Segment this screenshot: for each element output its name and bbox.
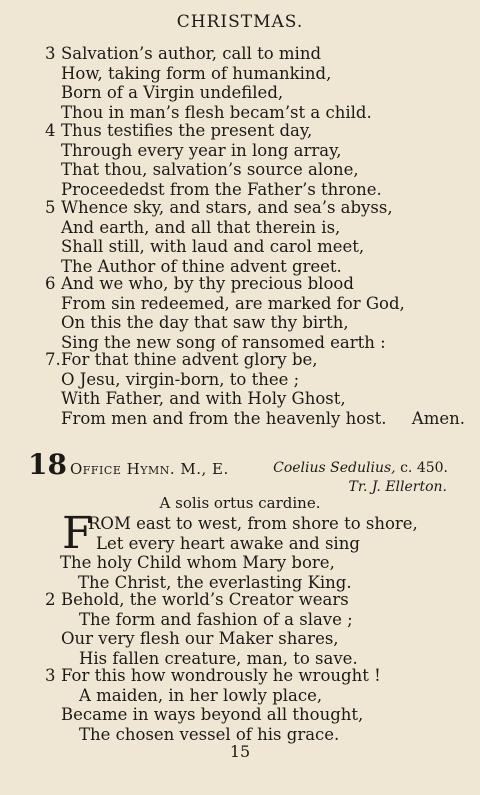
verse-text: Our very flesh our Maker shares,	[61, 629, 339, 649]
drop-cap: F	[62, 508, 93, 559]
verse-line	[45, 409, 465, 429]
verse-text: Became in ways beyond all thought,	[61, 705, 364, 725]
verse-number: 3	[45, 44, 56, 63]
verse-number: 5	[45, 198, 56, 217]
verse-text: From sin redeemed, are marked for God,	[61, 293, 405, 313]
verse-text: That thou, salvation’s source alone,	[61, 160, 359, 180]
verse-text: Proceededst from the Father’s throne.	[61, 179, 382, 199]
verse-text: And earth, and all that therein is,	[61, 217, 341, 237]
verse-line	[45, 180, 465, 200]
verse-text: How, taking form of humankind,	[61, 63, 332, 83]
hymn-number: 18	[28, 448, 67, 481]
verse-text: The form and fashion of a slave ;	[79, 609, 353, 629]
verse-line	[45, 705, 465, 725]
verse-line	[45, 64, 465, 84]
verse-line	[45, 590, 465, 610]
latin-title: A solis ortus cardine.	[159, 494, 321, 512]
verse-text: Shall still, with laud and carol meet,	[61, 237, 365, 257]
verse-text: Through every year in long array,	[61, 140, 342, 160]
verse-text: Born of a Virgin undefiled,	[61, 83, 284, 103]
hymn-title: Office Hymn. M., E.	[70, 460, 229, 478]
verse-4	[45, 121, 465, 199]
verse-line	[45, 666, 465, 686]
verse-line: The Christ, the everlasting King.	[78, 572, 352, 592]
verse-line	[45, 610, 465, 630]
verse-line	[45, 218, 465, 238]
verse-line: ROM east to west, from shore to shore,	[88, 514, 418, 533]
verse-number: 3	[45, 666, 56, 685]
verse-text: Sing the new song of ransomed earth :	[61, 332, 386, 352]
amen: Amen.	[411, 408, 465, 428]
hymn-18-verse-1	[60, 508, 460, 592]
verse-text: And we who, by thy precious blood	[61, 274, 354, 293]
verse-text: For that thine advent glory be,	[61, 350, 318, 369]
verse-line: The holy Child whom Mary bore,	[60, 553, 335, 573]
hymn-18-heading	[28, 448, 448, 481]
verse-number: 6	[45, 274, 56, 293]
verse-line	[45, 103, 465, 123]
verse-line	[45, 198, 465, 218]
verse-text: Salvation’s author, call to mind	[61, 44, 322, 63]
verse-line: Let every heart awake and sing	[96, 533, 360, 553]
verse-line	[45, 160, 465, 180]
verse-line	[45, 121, 465, 141]
verse-line	[45, 237, 465, 257]
verse-line	[45, 350, 465, 370]
verse-text: His fallen creature, man, to save.	[79, 648, 358, 668]
verse-line	[45, 141, 465, 161]
verse-text: Thou in man’s flesh becam’st a child.	[61, 102, 372, 122]
verse-text: The chosen vessel of his grace.	[79, 724, 340, 744]
verse-text: From men and from the heavenly host.	[61, 408, 387, 428]
verse-text: With Father, and with Holy Ghost,	[61, 389, 346, 409]
verse-text: O Jesu, virgin-born, to thee ;	[61, 369, 300, 389]
verse-text: Whence sky, and stars, and sea’s abyss,	[61, 198, 393, 217]
verse-line	[45, 44, 465, 64]
verse-line	[45, 274, 465, 294]
verse-line	[45, 294, 465, 314]
verse-line	[45, 629, 465, 649]
verse-3	[45, 44, 465, 122]
verse-text: For this how wondrously he wrought !	[61, 666, 381, 685]
verse-text: The Author of thine advent greet.	[61, 256, 342, 276]
verse-line	[45, 686, 465, 706]
page-number: 15	[229, 742, 251, 761]
verse-5	[45, 198, 465, 276]
verse-text: Thus testifies the present day,	[61, 121, 313, 140]
verse-text: A maiden, in her lowly place,	[79, 685, 323, 705]
hymn-author: Coelius Sedulius, c. 450.	[273, 460, 448, 476]
verse-line	[45, 370, 465, 390]
verse-line	[45, 83, 465, 103]
verse-3	[45, 666, 465, 744]
verse-6	[45, 274, 465, 352]
verse-text: Behold, the world’s Creator wears	[61, 590, 349, 609]
hymn-translator: Tr. J. Ellerton.	[348, 479, 447, 495]
verse-number: 7.	[45, 350, 61, 369]
verse-7	[45, 350, 465, 428]
running-header: CHRISTMAS.	[176, 12, 304, 32]
verse-text: On this the day that saw thy birth,	[61, 313, 349, 333]
verse-number: 4	[45, 121, 56, 140]
verse-line	[45, 389, 465, 409]
verse-number: 2	[45, 590, 56, 609]
verse-2	[45, 590, 465, 668]
verse-line	[45, 313, 465, 333]
